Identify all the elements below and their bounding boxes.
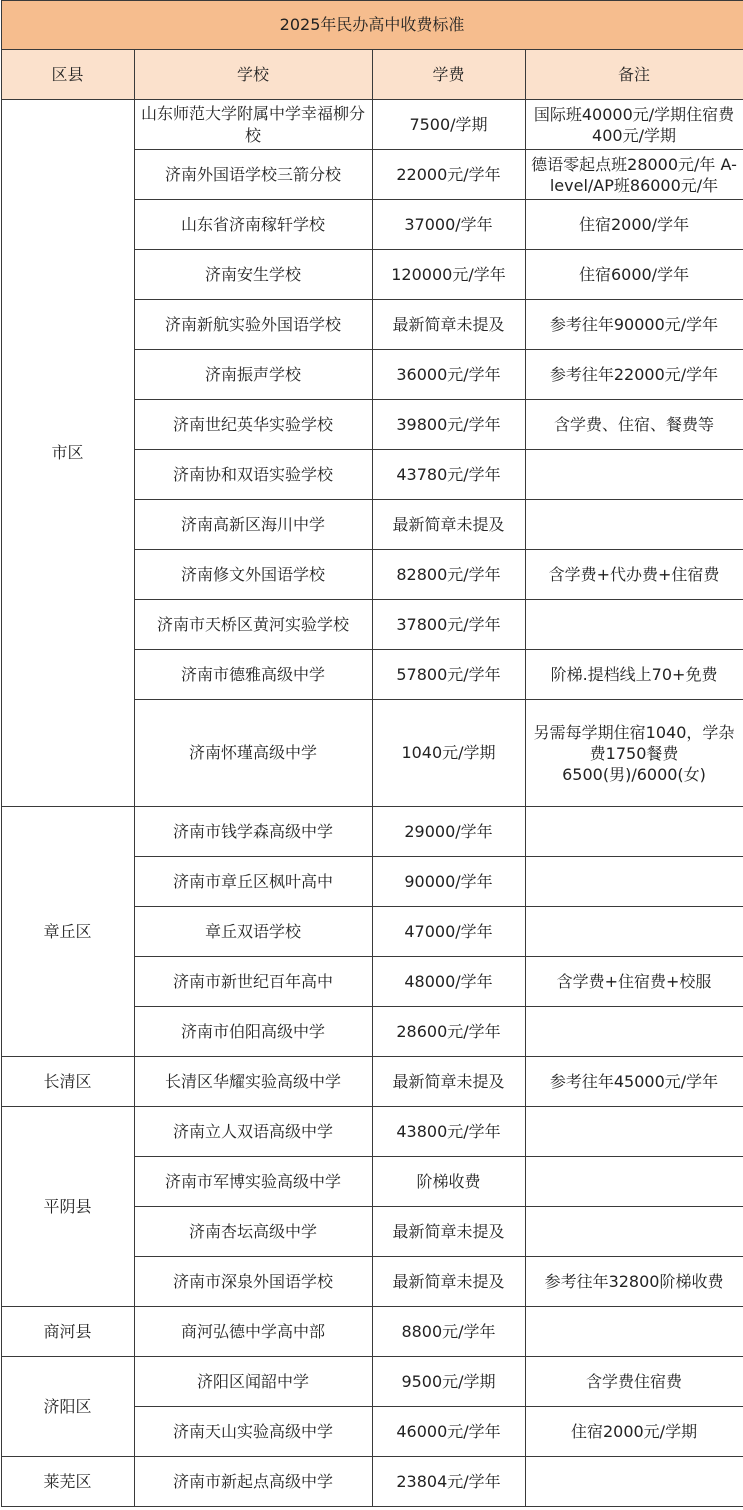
fee-cell: 48000/学年 <box>372 957 525 1007</box>
note-cell <box>525 1007 743 1057</box>
fee-cell: 29000/学年 <box>372 807 525 857</box>
school-cell: 章丘双语学校 <box>134 907 372 957</box>
fee-cell: 最新简章未提及 <box>372 500 525 550</box>
table-row <box>1 1107 743 1157</box>
school-cell: 济南安生学校 <box>134 250 372 300</box>
district-cell: 章丘区 <box>1 807 134 1057</box>
fee-cell: 28600元/学年 <box>372 1007 525 1057</box>
note-cell <box>525 1157 743 1207</box>
school-cell: 济南市德雅高级中学 <box>134 650 372 700</box>
school-cell: 济南市章丘区枫叶高中 <box>134 857 372 907</box>
header-fee: 学费 <box>372 50 525 100</box>
district-cell: 商河县 <box>1 1307 134 1357</box>
header-school: 学校 <box>134 50 372 100</box>
note-cell: 含学费+住宿费+校服 <box>525 957 743 1007</box>
school-cell: 长清区华耀实验高级中学 <box>134 1057 372 1107</box>
fee-cell: 阶梯收费 <box>372 1157 525 1207</box>
note-cell: 住宿2000/学年 <box>525 200 743 250</box>
fee-table <box>1 0 743 1507</box>
fee-cell: 90000/学年 <box>372 857 525 907</box>
note-cell: 德语零起点班28000元/年 A-level/AP班86000元/年 <box>525 150 743 200</box>
title-row <box>1 1 743 50</box>
fee-cell: 9500元/学期 <box>372 1357 525 1407</box>
school-cell: 济南市新起点高级中学 <box>134 1457 372 1507</box>
note-cell <box>525 600 743 650</box>
school-cell: 济南外国语学校三箭分校 <box>134 150 372 200</box>
note-cell: 参考往年32800阶梯收费 <box>525 1257 743 1307</box>
header-row <box>1 50 743 100</box>
table-title: 2025年民办高中收费标准 <box>1 1 743 50</box>
note-cell: 参考往年90000元/学年 <box>525 300 743 350</box>
note-cell: 含学费、住宿、餐费等 <box>525 400 743 450</box>
fee-cell: 8800元/学年 <box>372 1307 525 1357</box>
table-row <box>1 1457 743 1507</box>
note-cell: 含学费住宿费 <box>525 1357 743 1407</box>
fee-cell: 37800元/学年 <box>372 600 525 650</box>
school-cell: 济南世纪英华实验学校 <box>134 400 372 450</box>
district-cell: 平阴县 <box>1 1107 134 1307</box>
fee-cell: 120000元/学年 <box>372 250 525 300</box>
note-cell: 住宿6000/学年 <box>525 250 743 300</box>
note-cell <box>525 1457 743 1507</box>
fee-cell: 47000/学年 <box>372 907 525 957</box>
fee-cell: 23804元/学年 <box>372 1457 525 1507</box>
school-cell: 商河弘德中学高中部 <box>134 1307 372 1357</box>
note-cell <box>525 1307 743 1357</box>
fee-cell: 82800元/学年 <box>372 550 525 600</box>
district-cell: 济阳区 <box>1 1357 134 1457</box>
note-cell: 含学费+代办费+住宿费 <box>525 550 743 600</box>
school-cell: 济南立人双语高级中学 <box>134 1107 372 1157</box>
note-cell <box>525 1107 743 1157</box>
fee-cell: 最新简章未提及 <box>372 1057 525 1107</box>
fee-cell: 最新简章未提及 <box>372 300 525 350</box>
note-cell: 另需每学期住宿1040，学杂费1750餐费6500(男)/6000(女) <box>525 700 743 807</box>
district-cell: 市区 <box>1 100 134 807</box>
district-cell: 长清区 <box>1 1057 134 1107</box>
note-cell <box>525 1207 743 1257</box>
school-cell: 济南新航实验外国语学校 <box>134 300 372 350</box>
note-cell: 参考往年22000元/学年 <box>525 350 743 400</box>
fee-cell: 最新简章未提及 <box>372 1257 525 1307</box>
school-cell: 济南怀瑾高级中学 <box>134 700 372 807</box>
school-cell: 济南市新世纪百年高中 <box>134 957 372 1007</box>
fee-cell: 1040元/学期 <box>372 700 525 807</box>
note-cell <box>525 907 743 957</box>
note-cell: 参考往年45000元/学年 <box>525 1057 743 1107</box>
table-row <box>1 1057 743 1107</box>
district-cell: 莱芜区 <box>1 1457 134 1507</box>
school-cell: 济南天山实验高级中学 <box>134 1407 372 1457</box>
note-cell: 国际班40000元/学期住宿费400元/学期 <box>525 100 743 150</box>
school-cell: 济南市伯阳高级中学 <box>134 1007 372 1057</box>
school-cell: 济南高新区海川中学 <box>134 500 372 550</box>
table-row <box>1 100 743 150</box>
fee-cell: 57800元/学年 <box>372 650 525 700</box>
header-note: 备注 <box>525 50 743 100</box>
school-cell: 济南市钱学森高级中学 <box>134 807 372 857</box>
school-cell: 济南市军博实验高级中学 <box>134 1157 372 1207</box>
fee-cell: 36000元/学年 <box>372 350 525 400</box>
school-cell: 济南市深泉外国语学校 <box>134 1257 372 1307</box>
school-cell: 济南协和双语实验学校 <box>134 450 372 500</box>
school-cell: 济南杏坛高级中学 <box>134 1207 372 1257</box>
school-cell: 济南市天桥区黄河实验学校 <box>134 600 372 650</box>
school-cell: 济阳区闻韶中学 <box>134 1357 372 1407</box>
fee-cell: 43800元/学年 <box>372 1107 525 1157</box>
note-cell: 住宿2000元/学期 <box>525 1407 743 1457</box>
note-cell <box>525 450 743 500</box>
school-cell: 山东师范大学附属中学幸福柳分校 <box>134 100 372 150</box>
school-cell: 济南修文外国语学校 <box>134 550 372 600</box>
fee-cell: 最新简章未提及 <box>372 1207 525 1257</box>
fee-cell: 22000元/学年 <box>372 150 525 200</box>
school-cell: 济南振声学校 <box>134 350 372 400</box>
fee-cell: 43780元/学年 <box>372 450 525 500</box>
table-row <box>1 1307 743 1357</box>
note-cell <box>525 807 743 857</box>
note-cell <box>525 857 743 907</box>
fee-cell: 46000元/学年 <box>372 1407 525 1457</box>
fee-cell: 39800元/学年 <box>372 400 525 450</box>
note-cell <box>525 500 743 550</box>
fee-cell: 7500/学期 <box>372 100 525 150</box>
school-cell: 山东省济南稼轩学校 <box>134 200 372 250</box>
table-row <box>1 1357 743 1407</box>
fee-cell: 37000/学年 <box>372 200 525 250</box>
note-cell: 阶梯.提档线上70+免费 <box>525 650 743 700</box>
header-district: 区县 <box>1 50 134 100</box>
table-row <box>1 807 743 857</box>
